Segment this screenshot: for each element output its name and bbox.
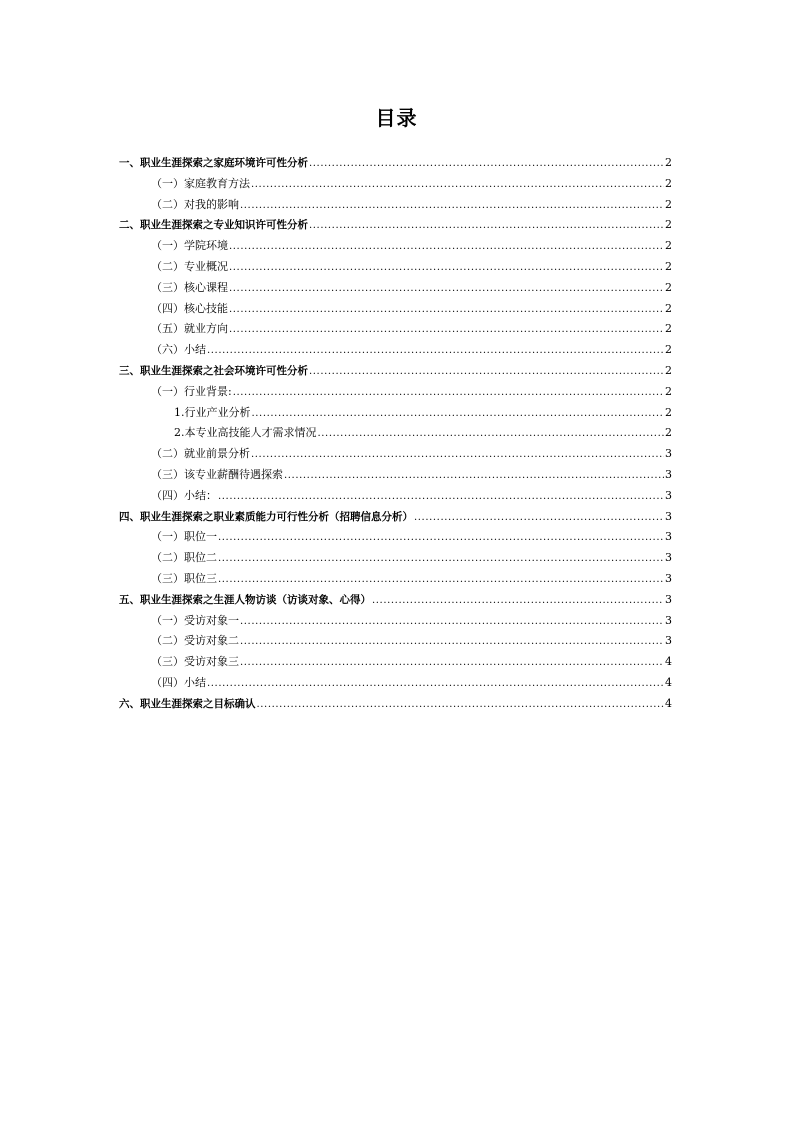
toc-entry-2-1[interactable] — [119, 236, 672, 257]
toc-entry-page: 3 — [665, 509, 672, 523]
dot-leader — [233, 383, 664, 404]
toc-entry-page: 2 — [665, 363, 672, 377]
toc-entry-text: 六、职业生涯探索之目标确认 — [119, 697, 256, 710]
toc-entry-2[interactable] — [119, 215, 672, 236]
toc-entry-page: 2 — [665, 156, 672, 169]
toc-entry-text: 一、职业生涯探索之家庭环境许可性分析 — [119, 157, 308, 169]
toc-entry-text: 2.本专业高技能人才需求情况 — [174, 426, 317, 440]
dot-leader — [218, 528, 664, 549]
toc-entry-page: 4 — [665, 675, 672, 689]
dot-leader — [309, 216, 664, 237]
toc-entry-page: 4 — [665, 655, 672, 669]
toc-entry-5-4[interactable] — [119, 673, 672, 694]
toc-entry-2-4[interactable] — [119, 299, 672, 320]
toc-entry-2-3[interactable] — [119, 278, 672, 299]
toc-entry-page: 2 — [665, 322, 672, 336]
dot-leader — [240, 632, 664, 653]
toc-entry-4-2[interactable] — [119, 548, 672, 569]
toc-entry-page: 3 — [665, 592, 672, 606]
toc-entry-page: 3 — [665, 551, 672, 565]
toc-entry-text: 二、职业生涯探索之专业知识许可性分析 — [119, 219, 308, 232]
toc-entry-page: 2 — [665, 426, 672, 440]
toc-entry-page: 2 — [665, 239, 672, 253]
table-of-contents — [119, 153, 672, 715]
toc-entry-1-2[interactable] — [119, 195, 672, 216]
dot-leader — [218, 549, 664, 570]
toc-entry-6[interactable] — [119, 694, 672, 715]
toc-entry-page: 3 — [665, 447, 672, 461]
toc-entry-page: 3 — [665, 467, 672, 481]
toc-entry-3-2[interactable] — [119, 444, 672, 465]
dot-leader — [318, 424, 665, 445]
toc-entry-4[interactable] — [119, 507, 672, 528]
toc-entry-3-4[interactable] — [119, 486, 672, 507]
toc-entry-text: （二）就业前景分析 — [151, 447, 250, 461]
toc-entry-page: 3 — [665, 634, 672, 648]
toc-entry-2-5[interactable] — [119, 319, 672, 340]
dot-leader — [218, 487, 664, 508]
toc-entry-page: 3 — [665, 488, 672, 502]
dot-leader — [229, 237, 664, 258]
dot-leader — [309, 154, 664, 175]
toc-entry-text: （一）受访对象一 — [151, 613, 239, 627]
dot-leader — [309, 362, 664, 383]
toc-entry-page: 2 — [665, 280, 672, 294]
dot-leader — [240, 196, 664, 217]
toc-entry-text: 1.行业产业分析 — [174, 405, 251, 419]
toc-entry-3-1-2[interactable] — [119, 423, 672, 444]
toc-entry-text: 四、职业生涯探索之职业素质能力可行性分析（招聘信息分析） — [119, 510, 413, 523]
toc-entry-page: 2 — [665, 301, 672, 315]
toc-entry-text: （一）职位一 — [151, 530, 217, 544]
toc-entry-text: （三）职位三 — [151, 571, 217, 585]
dot-leader — [240, 653, 664, 674]
toc-entry-text: （五）就业方向 — [151, 322, 228, 336]
toc-entry-text: （三）该专业薪酬待遇探索 — [151, 467, 283, 481]
dot-leader — [229, 300, 664, 321]
toc-entry-text: （一）学院环境 — [151, 239, 228, 253]
toc-entry-page: 2 — [665, 384, 672, 398]
toc-entry-2-6[interactable] — [119, 340, 672, 361]
toc-entry-text: （四）小结： — [151, 488, 217, 502]
toc-entry-page: 3 — [665, 613, 672, 627]
toc-entry-text: （一）家庭教育方法 — [151, 176, 250, 190]
toc-entry-text: （三）受访对象三 — [151, 655, 239, 669]
toc-entry-page: 2 — [665, 197, 672, 211]
toc-entry-page: 2 — [665, 259, 672, 273]
toc-entry-2-2[interactable] — [119, 257, 672, 278]
toc-entry-5[interactable] — [119, 590, 672, 611]
toc-entry-5-2[interactable] — [119, 631, 672, 652]
toc-entry-text: （三）核心课程 — [151, 280, 228, 294]
toc-entry-page: 2 — [665, 218, 672, 232]
toc-entry-text: 三、职业生涯探索之社会环境许可性分析 — [119, 364, 308, 377]
toc-entry-4-1[interactable] — [119, 527, 672, 548]
dot-leader — [229, 320, 664, 341]
toc-entry-page: 2 — [665, 405, 672, 419]
dot-leader — [207, 341, 664, 362]
toc-entry-text: （一）行业背景: — [151, 384, 232, 398]
toc-entry-text: （二）职位二 — [151, 551, 217, 565]
toc-entry-3[interactable] — [119, 361, 672, 382]
dot-leader — [207, 674, 664, 695]
toc-entry-5-1[interactable] — [119, 611, 672, 632]
dot-leader — [252, 404, 665, 425]
toc-entry-5-3[interactable] — [119, 652, 672, 673]
toc-entry-1-1[interactable] — [119, 174, 672, 195]
dot-leader — [218, 570, 664, 591]
toc-entry-page: 2 — [665, 343, 672, 357]
dot-leader — [229, 258, 664, 279]
toc-entry-text: 五、职业生涯探索之生涯人物访谈（访谈对象、心得） — [119, 593, 371, 606]
toc-entry-page: 3 — [665, 530, 672, 544]
dot-leader — [240, 612, 664, 633]
toc-entry-text: （二）专业概况 — [151, 259, 228, 273]
toc-entry-page: 2 — [665, 176, 672, 190]
dot-leader — [414, 508, 664, 529]
toc-entry-text: （四）核心技能 — [151, 301, 228, 315]
toc-entry-3-1-1[interactable] — [119, 403, 672, 424]
toc-entry-page: 4 — [665, 696, 672, 710]
toc-entry-4-3[interactable] — [119, 569, 672, 590]
toc-entry-page: 3 — [665, 571, 672, 585]
toc-entry-3-3[interactable] — [119, 465, 672, 486]
toc-entry-3-1[interactable] — [119, 382, 672, 403]
toc-entry-text: （六）小结 — [151, 343, 206, 357]
dot-leader — [284, 466, 664, 487]
dot-leader — [251, 445, 664, 466]
dot-leader — [251, 175, 664, 196]
toc-entry-text: （四）小结 — [151, 675, 206, 689]
dot-leader — [372, 591, 664, 612]
toc-title: 目录 — [375, 106, 418, 130]
dot-leader — [229, 279, 664, 300]
toc-entry-text: （二）受访对象二 — [151, 634, 239, 648]
toc-entry-1[interactable] — [119, 153, 672, 174]
dot-leader — [257, 695, 665, 716]
toc-entry-text: （二）对我的影响 — [151, 197, 239, 211]
